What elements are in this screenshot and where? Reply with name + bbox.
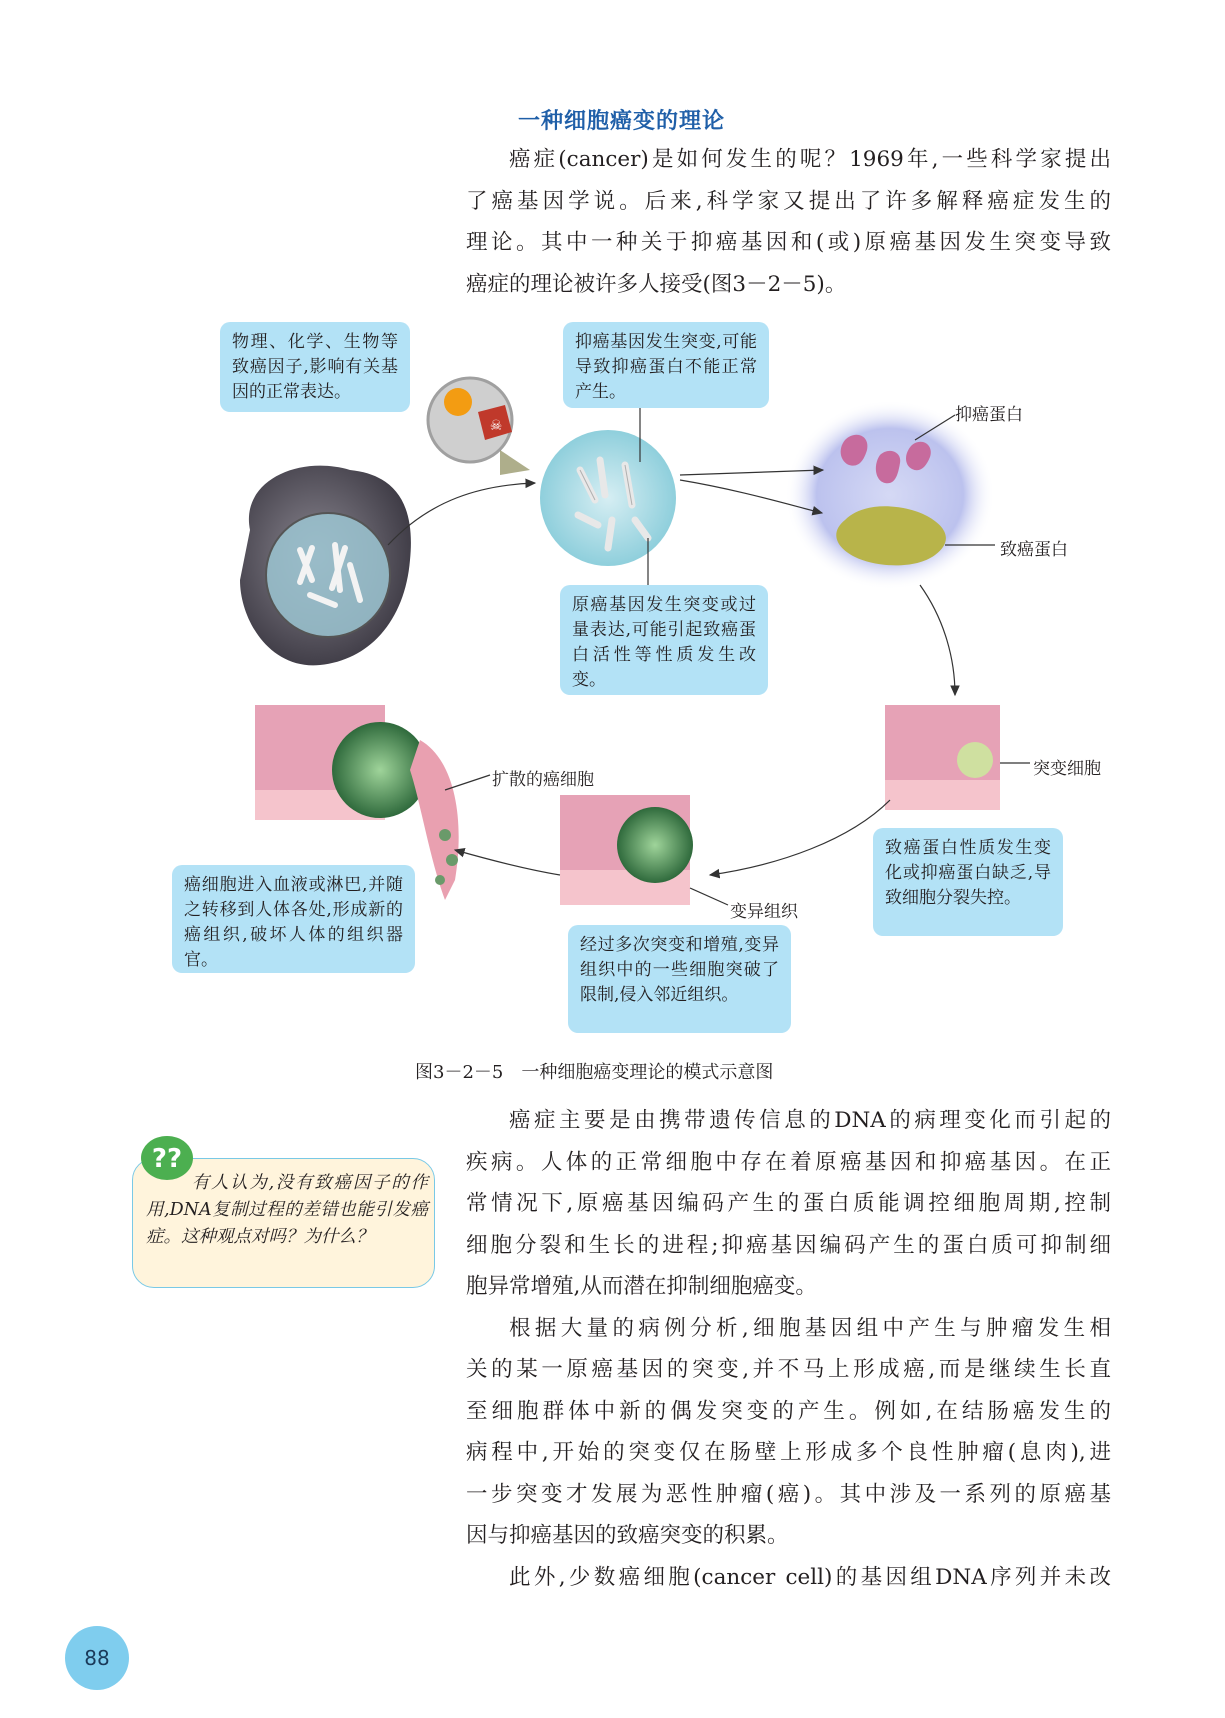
body-line: 病程中,开始的突变仅在肠壁上形成多个良性肿瘤(息肉),进 (466, 1440, 1111, 1465)
body-line: 疾病。人体的正常细胞中存在着原癌基因和抑癌基因。在正 (466, 1149, 1111, 1175)
label-suppressor-protein: 抑癌蛋白 (955, 405, 1023, 425)
body-line: 癌症主要是由携带遗传信息的DNA的病理变化而引起的 (509, 1108, 1111, 1133)
body-line: 细胞分裂和生长的进程;抑癌基因编码产生的蛋白质可抑制细 (466, 1232, 1111, 1258)
tissue-block-mutant (885, 705, 1000, 810)
body-line: 至细胞群体中新的偶发突变的产生。例如,在结肠癌发生的 (466, 1398, 1111, 1424)
body-line: 常情况下,原癌基因编码产生的蛋白质能调控细胞周期,控制 (466, 1191, 1111, 1216)
sidebar-question: 有人认为,没有致癌因子的作用,DNA复制过程的差错也能引发癌症。这种观点对吗？为什么？ (146, 1173, 428, 1247)
svg-text:??: ?? (151, 1144, 183, 1174)
callout-mutant-cell: 致癌蛋白性质发生变化或抑癌蛋白缺乏,导致细胞分裂失控。 (873, 828, 1063, 936)
callout-carcinogen-factors: 物理、化学、生物等致癌因子,影响有关基因的正常表达。 (220, 322, 410, 412)
intro-line: 癌症(cancer)是如何发生的呢？1969年,一些科学家提出 (509, 147, 1111, 172)
callout-spread: 癌细胞进入血液或淋巴,并随之转移到人体各处,形成新的癌组织,破坏人体的组织器官。 (172, 865, 415, 973)
section-title: 一种细胞癌变的理论 (518, 109, 726, 134)
callout-proto-oncogene: 原癌基因发生突变或过量表达,可能引起致癌蛋白活性等性质发生改变。 (560, 585, 768, 695)
svg-text:☠: ☠ (489, 418, 503, 434)
label-variant-tissue: 变异组织 (730, 902, 798, 922)
page-number: 88 (65, 1626, 129, 1690)
label-oncoprotein: 致癌蛋白 (1000, 540, 1068, 560)
cell-icon (240, 466, 411, 666)
body-line: 胞异常增殖,从而潜在抑制细胞癌变。 (466, 1274, 817, 1299)
callout-variant-tissue: 经过多次突变和增殖,变异组织中的一些细胞突破了限制,侵入邻近组织。 (568, 925, 791, 1033)
carcinogen-icon (428, 378, 530, 475)
body-line: 此外,少数癌细胞(cancer cell)的基因组DNA序列并未改 (509, 1564, 1111, 1590)
body-line: 根据大量的病例分析,细胞基因组中产生与肿瘤发生相 (509, 1315, 1111, 1341)
protein-cluster (785, 400, 995, 590)
chromosome-nucleus (540, 430, 676, 566)
intro-line: 癌症的理论被许多人接受(图3－2－5)。 (466, 271, 847, 297)
figure-caption: 图3－2－5 一种细胞癌变理论的模式示意图 (415, 1062, 774, 1083)
tissue-block-variant (560, 795, 693, 905)
body-line: 一步突变才发展为恶性肿瘤(癌)。其中涉及一系列的原癌基 (466, 1481, 1111, 1507)
label-spread-cells: 扩散的癌细胞 (492, 770, 594, 790)
body-line: 因与抑癌基因的致癌突变的积累。 (466, 1523, 789, 1548)
label-mutant-cell: 突变细胞 (1033, 759, 1101, 779)
intro-line: 理论。其中一种关于抑癌基因和(或)原癌基因发生突变导致 (466, 230, 1111, 255)
intro-line: 了癌基因学说。后来,科学家又提出了许多解释癌症发生的 (466, 188, 1111, 214)
body-line: 关的某一原癌基因的突变,并不马上形成癌,而是继续生长直 (466, 1357, 1111, 1382)
callout-suppressor-mutation: 抑癌基因发生突变,可能导致抑癌蛋白不能正常产生。 (563, 322, 769, 408)
